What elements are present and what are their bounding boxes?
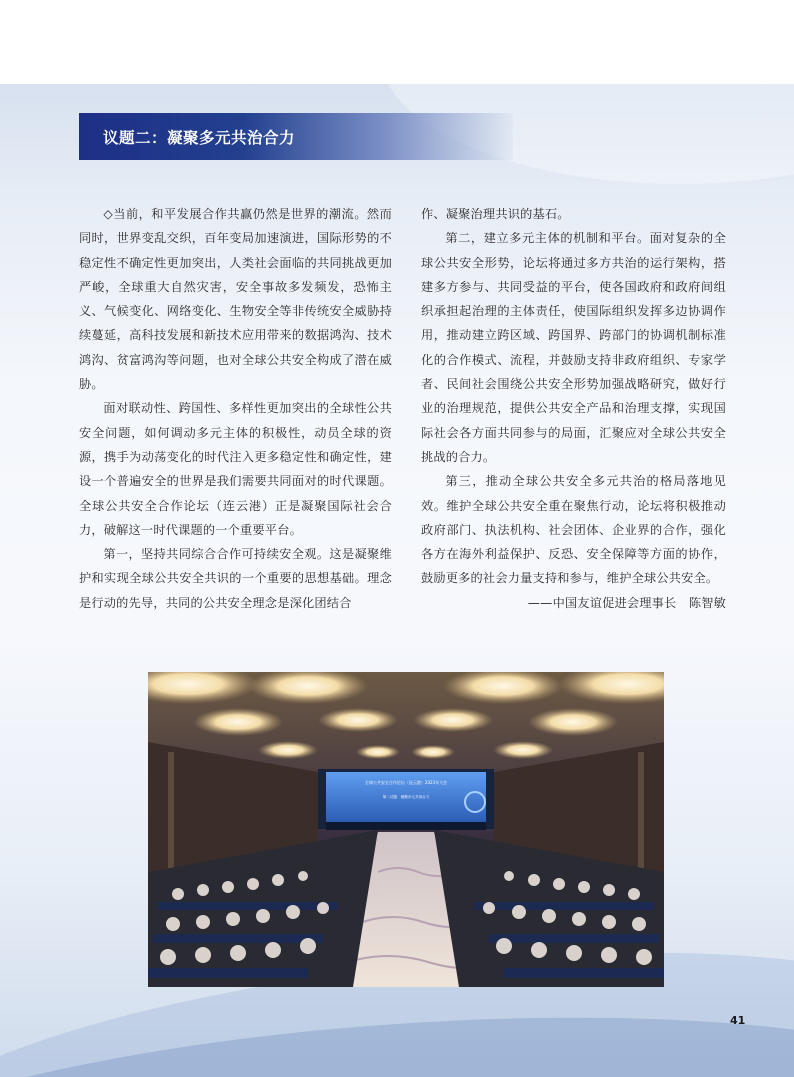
screen-subtitle: 第二议题：凝聚多元共治合力 bbox=[382, 795, 430, 799]
paragraph-challenges: 面对联动性、跨国性、多样性更加突出的全球性公共安全问题，如何调动多元主体的积极性，动员全球的资源，携手为动荡变化的时代注入更多稳定性和确定性，建设一个普遍安全的世界是我们需要共同面对的时代课题。全球公共安全合作论坛（连云港）正是凝聚国际社会合力，破解这一时代课题的一个重要平台。 bbox=[79, 401, 392, 537]
top-margin bbox=[0, 0, 794, 84]
page-number: 41 bbox=[730, 1014, 746, 1027]
section-title: 议题二：凝聚多元共治合力 bbox=[103, 128, 296, 147]
screen-title: 全球公共安全合作论坛（连云港）2023年大会 bbox=[364, 780, 448, 785]
stage-screen bbox=[318, 769, 494, 830]
paragraph-continuation: 作、凝聚治理共识的基石。 bbox=[421, 207, 570, 221]
article-column-right bbox=[421, 202, 726, 615]
paragraph-second-point: 第二，建立多元主体的机制和平台。面对复杂的全球公共安全形势，论坛将通过多方共治的运行架构，搭建多方参与、共同受益的平台，使各国政府和政府间组织承担起治理的主体责任，使国际组织发挥多边协调作用，推动建立跨区域、跨国界、跨部门的协调机制标准化的合作模式、流程，并鼓励支持非政府组织、专家学者、民间社会围绕公共安全形势加强战略研究，做好行业的治理规范，提供公共安全产品和治理支撑，实现国际社会各方面共同参与的局面，汇聚应对全球公共安全挑战的合力。 bbox=[421, 231, 726, 464]
author-signature: ——中国友谊促进会理事长 陈智敏 bbox=[527, 595, 726, 610]
article-column-left bbox=[79, 202, 392, 615]
conference-hall-photo bbox=[148, 672, 664, 987]
section-title-bar bbox=[79, 113, 513, 160]
paragraph-intro: ◇当前，和平发展合作共赢仍然是世界的潮流。然而同时，世界变乱交织，百年变局加速演进，国际形势的不稳定性不确定性更加突出，人类社会面临的共同挑战更加严峻，全球重大自然灾害，安全事故多发频发，恐怖主义、气候变化、网络变化、生物安全等非传统安全威胁持续蔓延，高科技发展和新技术应用带来的数据鸿沟、技术鸿沟、贫富鸿沟等问题，也对全球公共安全构成了潜在威胁。 bbox=[79, 207, 392, 392]
paragraph-first-point: 第一，坚持共同综合合作可持续安全观。这是凝聚维护和实现全球公共安全共识的一个重要的思想基础。理念是行动的先导，共同的公共安全理念是深化团结合 bbox=[79, 547, 392, 610]
paragraph-third-point: 第三，推动全球公共安全多元共治的格局落地见效。维护全球公共安全重在聚焦行动，论坛将积极推动政府部门、执法机构、社会团体、企业界的合作，强化各方在海外利益保护、反恐、安全保障等方面的协作，鼓励更多的社会力量支持和参与，维护全球公共安全。 bbox=[421, 474, 726, 586]
